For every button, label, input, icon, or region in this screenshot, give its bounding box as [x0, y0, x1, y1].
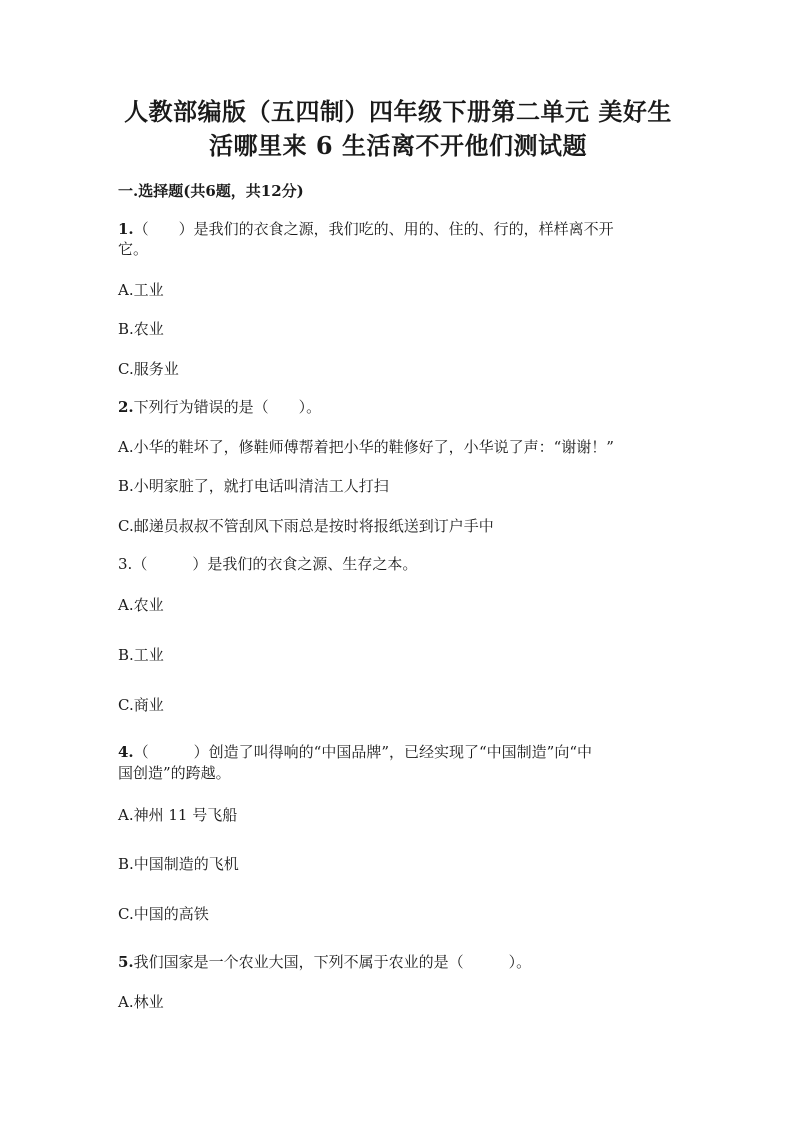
question-4-continued: 国创造”的跨越。	[118, 764, 231, 782]
question-number: 3.	[118, 555, 133, 573]
question-number: 5.	[118, 953, 134, 971]
option-3-b[interactable]: B.工业	[118, 646, 164, 664]
question-text: （ ）创造了叫得响的“中国品牌”，已经实现了“中国制造”向“中	[133, 743, 593, 761]
question-2	[118, 397, 321, 417]
option-1-a[interactable]: A.工业	[118, 281, 164, 299]
option-5-a[interactable]: A.林业	[118, 993, 164, 1011]
option-4-b[interactable]: B.中国制造的飞机	[118, 855, 239, 873]
question-text: （ ）是我们的衣食之源、生存之本。	[132, 555, 418, 573]
page-title-line-1: 人教部编版（五四制）四年级下册第二单元 美好生	[124, 97, 672, 126]
question-number: 2.	[118, 398, 134, 416]
option-3-a[interactable]: A.农业	[118, 596, 164, 614]
section-header: 一.选择题(共6题，共12分)	[118, 182, 304, 200]
option-1-c[interactable]: C.服务业	[118, 360, 179, 378]
question-text: 下列行为错误的是（ ）。	[133, 398, 322, 416]
question-number: 1.	[118, 220, 134, 238]
option-4-c[interactable]: C.中国的高铁	[118, 905, 209, 923]
question-text: 我们国家是一个农业大国，下列不属于农业的是（ ）。	[133, 953, 532, 971]
option-3-c[interactable]: C.商业	[118, 696, 164, 714]
question-4	[118, 742, 592, 762]
option-4-a[interactable]: A.神州 11 号飞船	[118, 806, 238, 824]
question-1-continued: 它。	[118, 240, 149, 258]
option-2-b[interactable]: B.小明家脏了，就打电话叫清洁工人打扫	[118, 477, 389, 495]
page-title-line-2: 活哪里来 6 生活离不开他们测试题	[209, 131, 587, 160]
option-1-b[interactable]: B.农业	[118, 320, 164, 338]
question-1	[118, 219, 614, 239]
question-5	[118, 952, 531, 972]
question-number: 4.	[118, 743, 134, 761]
question-text: （ ）是我们的衣食之源，我们吃的、用的、住的、行的，样样离不开	[133, 220, 614, 238]
option-2-a[interactable]: A.小华的鞋坏了，修鞋师傅帮着把小华的鞋修好了，小华说了声：“谢谢！”	[118, 438, 614, 456]
option-2-c[interactable]: C.邮递员叔叔不管刮风下雨总是按时将报纸送到订户手中	[118, 517, 494, 535]
question-3	[118, 554, 417, 574]
